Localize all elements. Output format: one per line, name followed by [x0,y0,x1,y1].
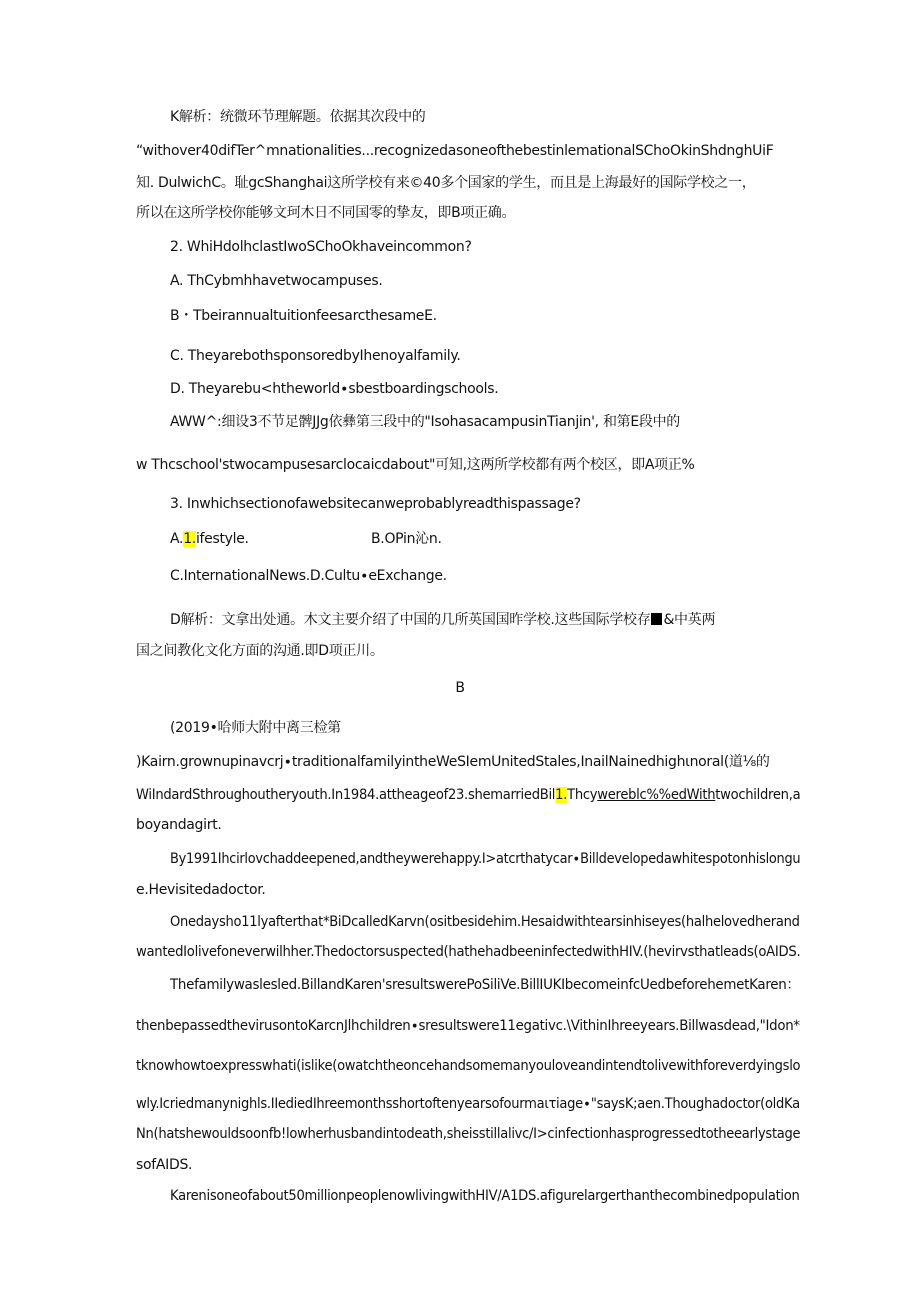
analysis-1-line-2: “withover40difTer^mnationalities...recognizedasoneofthebestinlemationalSChoOkinShdnghUiF [136,143,774,159]
analysis-2-line-2: w Thcschool'stwocampusesarclocaicdabout"可知,这两所学校都有两个校区，即A项正% [136,457,695,473]
highlight-mark: 1. [555,787,568,803]
passage-b-para-4-line-5: Nn(hatshewouldsoonfb!lowherhusbandintodeath,sheisstillalivc/I>cinfectionhasprogressedtotheearlystage [136,1126,801,1142]
analysis-1-line-1: K解析：统微环节理解题。依据其次段中的 [170,109,426,125]
question-3-option-b: B.OPin沁n. [371,531,442,547]
passage-b-para-4-line-2: thenbepassedthevirusontoKarcnJlhchildren∙sresultswere11egativc.\VithinIhreeyears.Billwasdead,"Idon* [136,1018,800,1034]
passage-b-para-2-line-1: By1991Ihcirlovchaddeepened,andtheywerehappy.I>atcrthatycar∙Billdevelopedawhitespotonhislongu [170,851,801,867]
passage-b-para-1-line-1: )Kairn.grownupinavcrj∙traditionalfamilyintheWeSIemUnitedStales,InailNainedhighιnoral(道⅛的 [136,754,770,770]
passage-b-para-4-line-6: sofAIDS. [136,1157,193,1173]
passage-b-para-3-line-1: Onedaysho11lyafterthat*BiDcalledKarvn(ositbesidehim.Hesaidwithtearsinhiseyes(halhelovedherand [170,914,800,930]
question-2-option-d: D. Theyarebu<htheworld∙sbestboardingschools. [170,381,499,397]
analysis-3-line-2: 国之间教化文化方面的沟通.即D项正川。 [136,643,384,659]
passage-b-para-5-line-1: Karenisoneofabout50millionpeoplenowlivingwithHIV/A1DS.afigurelargerthanthecombinedpopulation [170,1188,800,1204]
passage-b-para-1-line-3: boyandagirt. [136,817,222,833]
question-2-option-b: B・TbeirannualtuitionfeesarcthesameE. [170,308,437,324]
question-3-option-a: A.1.ifestyle. [170,531,249,547]
passage-b-para-4-line-1: Thefamilywaslesled.BillandKaren'sresultswerePoSiliVe.BillIUKIbecomeinfcUedbeforehemetKaren： [170,977,800,993]
black-block-mark [651,613,662,625]
analysis-3-line-1: D解析：文拿出处通。木文主要介绍了中国的几所英国国昨学校.这些国际学校存 &中英两 [170,612,716,628]
passage-b-para-1-line-2: WiIndardSthroughoutheryouth.In1984.attheageof23.shemarriedBil1.Thcywereblc%%edWithtwochildren,a [136,787,801,803]
section-heading: B [455,680,465,696]
analysis-1-line-4: 所以在这所学校你能够文珂木日不同国零的挚友，即B项正确。 [136,205,516,221]
highlight-mark: 1. [183,531,196,547]
passage-b-para-2-line-2: e.Hevisitedadoctor. [136,882,266,898]
analysis-2-line-1: AWW^:细设3不节足髀JJg依彝第三段中的"IsohasacampusinTianjin', 和第E段中的 [170,414,680,430]
underlined-phrase: wereblc%%edWith [597,787,716,803]
analysis-1-line-3: 知. DulwichC。耻gcShanghai这所学校有来©40多个国家的学生，而且是上海最好的国际学校之一， [136,175,756,191]
question-3: 3. Inwhichsectionofawebsitecanweprobablyreadthispassage? [170,496,581,512]
passage-b-para-3-line-2: wantedIolivefoneverwilhher.Thedoctorsuspected(hathehadbeeninfectedwithHIV.(hevirvsthatleads(oAIDS. [136,944,801,960]
passage-b-para-4-line-3: tknowhowtoexpresswhati(islike(owatchtheoncehandsomemanyouloveandintendtolivewithforeverdyingslo [136,1058,801,1074]
question-3-options-cd: C.InternationalNews.D.Cultu∙eExchange. [170,568,447,584]
passage-b-para-4-line-4: wly.Icriedmanynighls.IIediedIhreemonthsshortoftenyearsofourmaιτiage∙"saysK;aen.Thoughadoctor(oldKa [136,1096,800,1112]
question-2-option-a: A. ThCybmhhavetwocampuses. [170,273,383,289]
passage-b-source: (2019•哈师大附中离三检第 [170,720,341,736]
question-2-option-c: C. TheyarebothsponsoredbyIhenoyalfamily. [170,348,461,364]
question-2: 2. WhiHdolhclastIwoSChoOkhaveincommon? [170,239,472,255]
